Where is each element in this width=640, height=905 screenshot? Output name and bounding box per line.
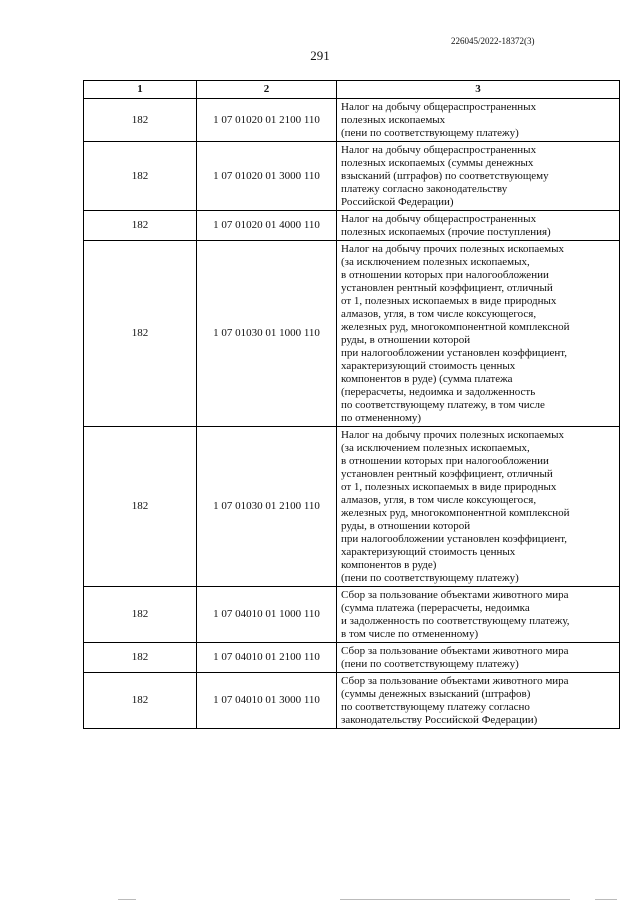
description-line: полезных ископаемых (суммы денежных <box>341 157 534 169</box>
table-row <box>84 142 620 211</box>
description-line: при налогообложении установлен коэффициент, <box>341 347 567 359</box>
description-line: (за исключением полезных ископаемых, <box>341 256 530 268</box>
admin-code-cell: 182 <box>84 99 197 142</box>
budget-classification-code-cell: 1 07 04010 01 3000 110 <box>197 673 337 729</box>
description-line: Налог на добычу общераспространенных <box>341 101 537 113</box>
description-line: полезных ископаемых <box>341 114 446 126</box>
description-line: Налог на добычу общераспространенных <box>341 213 537 225</box>
budget-classification-code-cell: 1 07 04010 01 1000 110 <box>197 587 337 643</box>
description-line: по отмененному) <box>341 412 422 424</box>
description-line: Налог на добычу прочих полезных ископаемых <box>341 429 565 441</box>
description-line: (пени по соответствующему платежу) <box>341 572 519 584</box>
description-line: руды, в отношении которой <box>341 334 471 346</box>
description-line: компонентов в руде) <box>341 559 437 571</box>
description-line: от 1, полезных ископаемых в виде природных <box>341 295 557 307</box>
table-row <box>84 587 620 643</box>
description-line: в отношении которых при налогообложении <box>341 269 549 281</box>
description-line: руды, в отношении которой <box>341 520 471 532</box>
description-cell <box>337 427 620 587</box>
description-line: в отношении которых при налогообложении <box>341 455 549 467</box>
footer-scan-artifact <box>0 895 640 905</box>
description-cell <box>337 211 620 241</box>
description-line: Налог на добычу прочих полезных ископаемых <box>341 243 565 255</box>
table-header-row <box>84 81 620 99</box>
description-line: полезных ископаемых (прочие поступления) <box>341 226 551 238</box>
description-line: Налог на добычу общераспространенных <box>341 144 537 156</box>
description-line: по соответствующему платежу, в том числе <box>341 399 545 411</box>
budget-classification-code-cell: 1 07 01020 01 3000 110 <box>197 142 337 211</box>
admin-code-cell: 182 <box>84 211 197 241</box>
table-row <box>84 211 620 241</box>
table-row <box>84 427 620 587</box>
budget-classification-code-cell: 1 07 01030 01 2100 110 <box>197 427 337 587</box>
description-cell <box>337 99 620 142</box>
description-line: (перерасчеты, недоимка и задолженность <box>341 386 536 398</box>
budget-classification-code-cell: 1 07 01020 01 4000 110 <box>197 211 337 241</box>
description-line: (за исключением полезных ископаемых, <box>341 442 530 454</box>
description-line: железных руд, многокомпонентной комплексной <box>341 507 570 519</box>
description-line: Сбор за пользование объектами животного мира <box>341 645 569 657</box>
table-row <box>84 673 620 729</box>
description-line: характеризующий стоимость ценных <box>341 360 516 372</box>
description-line: алмазов, угля, в том числе коксующегося, <box>341 308 537 320</box>
description-cell <box>337 241 620 427</box>
description-line: взысканий (штрафов) по соответствующему <box>341 170 549 182</box>
budget-classification-code-cell: 1 07 01020 01 2100 110 <box>197 99 337 142</box>
description-cell <box>337 673 620 729</box>
description-line: Сбор за пользование объектами животного мира <box>341 589 569 601</box>
document-id: 226045/2022-18372(3) <box>451 36 535 46</box>
description-line: алмазов, угля, в том числе коксующегося, <box>341 494 537 506</box>
budget-codes-table <box>83 80 620 729</box>
page-number: 291 <box>310 48 330 63</box>
description-line: установлен рентный коэффициент, отличный <box>341 468 553 480</box>
budget-classification-code-cell: 1 07 04010 01 2100 110 <box>197 643 337 673</box>
description-cell <box>337 643 620 673</box>
description-line: (сумма платежа (перерасчеты, недоимка <box>341 602 530 614</box>
admin-code-cell: 182 <box>84 142 197 211</box>
admin-code-cell: 182 <box>84 643 197 673</box>
table-row <box>84 241 620 427</box>
description-cell <box>337 587 620 643</box>
description-line: (пени по соответствующему платежу) <box>341 658 519 670</box>
description-line: законодательству Российской Федерации) <box>341 714 538 726</box>
description-line: характеризующий стоимость ценных <box>341 546 516 558</box>
column-header-2: 2 <box>197 81 337 99</box>
table-row <box>84 99 620 142</box>
description-line: (пени по соответствующему платежу) <box>341 127 519 139</box>
table-row <box>84 643 620 673</box>
description-line: железных руд, многокомпонентной комплексной <box>341 321 570 333</box>
description-line: и задолженность по соответствующему платежу, <box>341 615 570 627</box>
admin-code-cell: 182 <box>84 673 197 729</box>
admin-code-cell: 182 <box>84 241 197 427</box>
admin-code-cell: 182 <box>84 427 197 587</box>
description-line: установлен рентный коэффициент, отличный <box>341 282 553 294</box>
description-line: Российской Федерации) <box>341 196 454 208</box>
description-line: по соответствующему платежу согласно <box>341 701 530 713</box>
description-line: Сбор за пользование объектами животного мира <box>341 675 569 687</box>
description-line: от 1, полезных ископаемых в виде природных <box>341 481 557 493</box>
description-line: (суммы денежных взысканий (штрафов) <box>341 688 531 700</box>
budget-classification-code-cell: 1 07 01030 01 1000 110 <box>197 241 337 427</box>
column-header-3: 3 <box>337 81 620 99</box>
description-line: в том числе по отмененному) <box>341 628 479 640</box>
description-line: при налогообложении установлен коэффициент, <box>341 533 567 545</box>
description-line: платежу согласно законодательству <box>341 183 508 195</box>
description-cell <box>337 142 620 211</box>
column-header-1: 1 <box>84 81 197 99</box>
description-line: компонентов в руде) (сумма платежа <box>341 373 513 385</box>
admin-code-cell: 182 <box>84 587 197 643</box>
